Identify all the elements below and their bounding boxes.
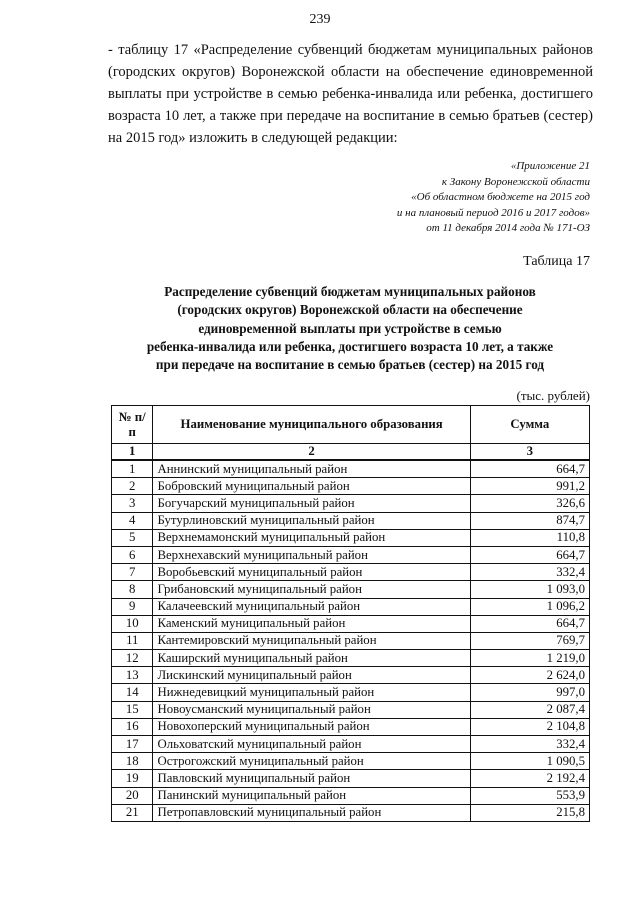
row-number: 3 — [112, 495, 153, 512]
row-district-name: Бутурлиновский муниципальный район — [153, 512, 470, 529]
header-name: Наименование муниципального образования — [153, 406, 470, 444]
row-district-name: Каменский муниципальный район — [153, 615, 470, 632]
row-sum: 664,7 — [470, 615, 589, 632]
row-number: 8 — [112, 581, 153, 598]
row-district-name: Панинский муниципальный район — [153, 787, 470, 804]
row-number: 17 — [112, 736, 153, 753]
row-sum: 664,7 — [470, 460, 589, 478]
row-district-name: Новоусманский муниципальный район — [153, 701, 470, 718]
row-sum: 332,4 — [470, 736, 589, 753]
row-number: 5 — [112, 529, 153, 546]
table-row — [112, 512, 590, 529]
table-label: Таблица 17 — [523, 254, 590, 269]
row-sum: 991,2 — [470, 478, 589, 495]
row-sum: 332,4 — [470, 564, 589, 581]
table-row — [112, 495, 590, 512]
column-number-row — [112, 444, 590, 461]
row-district-name: Грибановский муниципальный район — [153, 581, 470, 598]
row-district-name: Аннинский муниципальный район — [153, 460, 470, 478]
row-number: 15 — [112, 701, 153, 718]
row-number: 13 — [112, 667, 153, 684]
row-sum: 2 192,4 — [470, 770, 589, 787]
table-row — [112, 753, 590, 770]
table-row — [112, 650, 590, 667]
row-number: 18 — [112, 753, 153, 770]
row-sum: 553,9 — [470, 787, 589, 804]
table-row — [112, 718, 590, 735]
units-label: (тыс. рублей) — [516, 388, 590, 403]
table-row — [112, 546, 590, 563]
row-sum: 2 104,8 — [470, 718, 589, 735]
subsidy-table — [111, 405, 590, 822]
row-number: 1 — [112, 460, 153, 478]
row-number: 9 — [112, 598, 153, 615]
table-header-row — [112, 406, 590, 444]
table-row — [112, 701, 590, 718]
row-district-name: Нижнедевицкий муниципальный район — [153, 684, 470, 701]
title-line-1: Распределение субвенций бюджетам муниципальных районов — [164, 284, 536, 299]
row-district-name: Верхнехавский муниципальный район — [153, 546, 470, 563]
table-row — [112, 787, 590, 804]
table-row — [112, 632, 590, 649]
appendix-line-3: «Об областном бюджете на 2015 год — [411, 191, 590, 203]
row-number: 4 — [112, 512, 153, 529]
row-district-name: Петропавловский муниципальный район — [153, 804, 470, 821]
row-district-name: Ольховатский муниципальный район — [153, 736, 470, 753]
appendix-line-5: от 11 декабря 2014 года № 171-ОЗ — [426, 222, 590, 234]
row-sum: 664,7 — [470, 546, 589, 563]
column-number: 2 — [153, 444, 470, 461]
row-number: 16 — [112, 718, 153, 735]
appendix-line-4: и на плановый период 2016 и 2017 годов» — [396, 206, 590, 219]
row-number: 19 — [112, 770, 153, 787]
row-number: 20 — [112, 787, 153, 804]
row-district-name: Бобровский муниципальный район — [153, 478, 470, 495]
row-number: 12 — [112, 650, 153, 667]
row-district-name: Павловский муниципальный район — [153, 770, 470, 787]
appendix-reference — [290, 159, 590, 237]
row-district-name: Лискинский муниципальный район — [153, 667, 470, 684]
row-number: 6 — [112, 546, 153, 563]
page-number: 239 — [309, 12, 331, 27]
row-sum: 2 624,0 — [470, 667, 589, 684]
table-row — [112, 804, 590, 821]
table-row — [112, 581, 590, 598]
row-sum: 1 093,0 — [470, 581, 589, 598]
row-number: 14 — [112, 684, 153, 701]
column-number: 3 — [470, 444, 589, 461]
table-row — [112, 684, 590, 701]
table-row — [112, 564, 590, 581]
appendix-line-1: «Приложение 21 — [510, 160, 590, 172]
header-number: № п/п — [112, 406, 153, 444]
row-sum: 997,0 — [470, 684, 589, 701]
row-sum: 326,6 — [470, 495, 589, 512]
row-number: 7 — [112, 564, 153, 581]
title-line-5: при передаче на воспитание в семью братьев (сестер) на 2015 год — [155, 357, 545, 373]
row-district-name: Воробьевский муниципальный район — [153, 564, 470, 581]
row-district-name: Новохоперский муниципальный район — [153, 718, 470, 735]
title-line-3: единовременной выплаты при устройстве в семью — [198, 320, 502, 336]
row-district-name: Верхнемамонский муниципальный район — [153, 529, 470, 546]
column-number: 1 — [112, 444, 153, 461]
table-body — [112, 444, 590, 822]
table-row — [112, 770, 590, 787]
row-district-name: Кантемировский муниципальный район — [153, 632, 470, 649]
table-row — [112, 460, 590, 478]
table-title — [100, 283, 600, 374]
title-line-2: (городских округов) Воронежской области на обеспечение — [177, 302, 523, 318]
row-sum: 2 087,4 — [470, 701, 589, 718]
table-row — [112, 598, 590, 615]
row-district-name: Острогожский муниципальный район — [153, 753, 470, 770]
row-sum: 1 219,0 — [470, 650, 589, 667]
row-number: 10 — [112, 615, 153, 632]
row-number: 11 — [112, 632, 153, 649]
row-sum: 874,7 — [470, 512, 589, 529]
row-sum: 110,8 — [470, 529, 589, 546]
row-number: 21 — [112, 804, 153, 821]
intro-paragraph: - таблицу 17 «Распределение субвенций бюджетам муниципальных районов (городских округов) Воронежской области на обеспечение единовременной выплаты при устройстве в семью ребенка-инвалида или ребенка, достигшего возраста 10 лет, а также при передаче на воспитание в семью братьев (сестер) на 2015 год» изложить в следующей редакции: — [108, 42, 593, 146]
row-district-name: Богучарский муниципальный район — [153, 495, 470, 512]
row-sum: 769,7 — [470, 632, 589, 649]
row-sum: 1 096,2 — [470, 598, 589, 615]
table-row — [112, 736, 590, 753]
row-sum: 215,8 — [470, 804, 589, 821]
row-number: 2 — [112, 478, 153, 495]
appendix-line-2: к Закону Воронежской области — [441, 175, 590, 188]
table-row — [112, 529, 590, 546]
row-district-name: Калачеевский муниципальный район — [153, 598, 470, 615]
table-row — [112, 478, 590, 495]
row-district-name: Каширский муниципальный район — [153, 650, 470, 667]
table-row — [112, 615, 590, 632]
title-line-4: ребенка-инвалида или ребенка, достигшего возраста 10 лет, а также — [146, 338, 554, 354]
row-sum: 1 090,5 — [470, 753, 589, 770]
table-row — [112, 667, 590, 684]
header-sum: Сумма — [470, 406, 589, 444]
